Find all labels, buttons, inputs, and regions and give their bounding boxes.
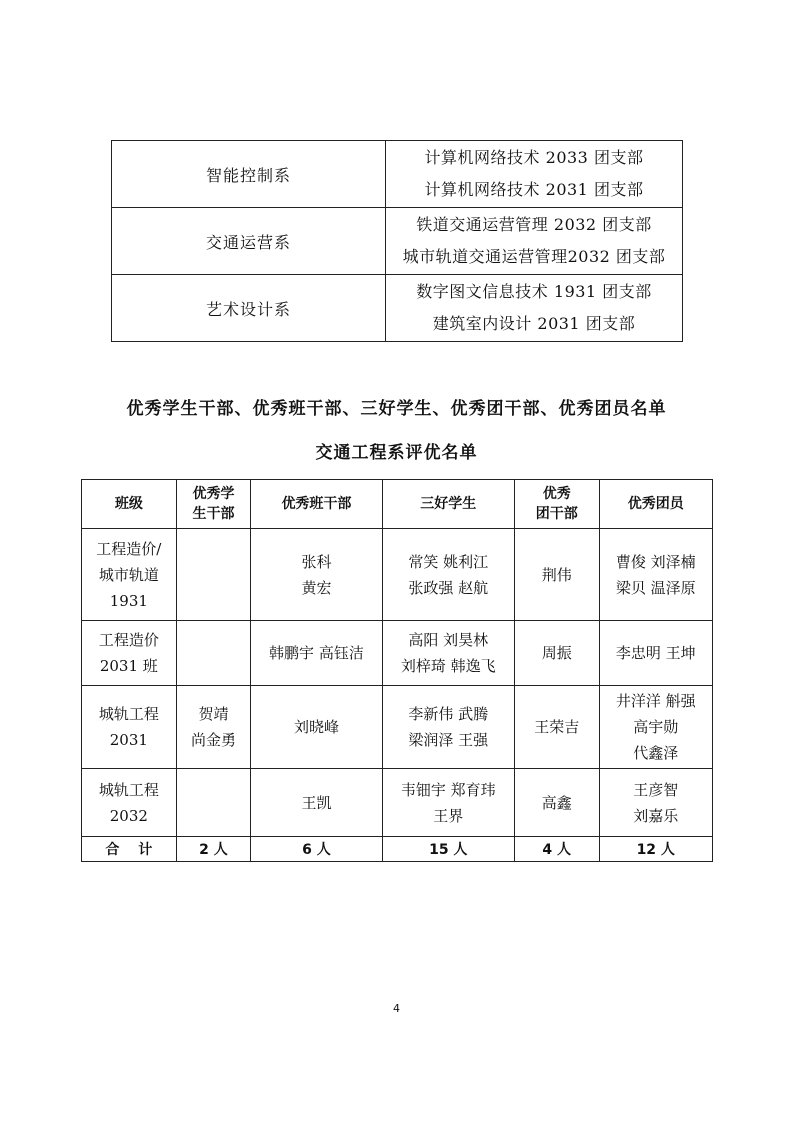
cell-line: 李忠明 王坤 xyxy=(615,644,696,662)
dept-name: 智能控制系 xyxy=(112,141,386,208)
cell-line: 高宇勋 xyxy=(633,718,679,736)
column-header xyxy=(514,480,599,529)
table-row xyxy=(82,769,713,837)
cell-line: 韦钿宇 郑育玮 xyxy=(400,780,496,799)
cell-line: 高阳 刘昊林 xyxy=(408,631,489,649)
league-member-cell xyxy=(599,529,713,621)
cell-line: 曹俊 刘泽楠 xyxy=(615,552,696,571)
cell-line: 优秀团员 xyxy=(627,496,684,512)
cell-line: 张政强 赵航 xyxy=(408,578,489,597)
student-cadre-cell xyxy=(176,769,251,837)
cell-line: 优秀 xyxy=(542,486,571,502)
cell-line: 工程造价/ xyxy=(96,539,162,558)
cell-line: 贺靖 xyxy=(198,705,229,723)
student-cadre-cell xyxy=(176,529,251,621)
league-cadre-cell xyxy=(514,686,599,769)
awards-table-header xyxy=(82,480,713,529)
cell-line: 计算机网络技术 2031 团支部 xyxy=(424,180,644,199)
cell-line: 韩鹏宇 高钰洁 xyxy=(269,644,364,662)
cell-line: 铁道交通运营管理 2032 团支部 xyxy=(416,215,652,234)
awards-table xyxy=(81,479,713,862)
total-cell: 6 人 xyxy=(251,837,382,862)
cell-line: 梁贝 温泽原 xyxy=(615,578,696,597)
total-cell: 2 人 xyxy=(176,837,251,862)
cell-line: 城市轨道交通运营管理2032 团支部 xyxy=(402,247,666,266)
cell-line: 2031 班 xyxy=(99,657,158,675)
branch-list xyxy=(386,208,683,275)
league-cadre-cell xyxy=(514,621,599,686)
league-cadre-cell xyxy=(514,769,599,837)
cell-line: 团干部 xyxy=(535,506,578,522)
cell-line: 优秀班干部 xyxy=(281,496,352,512)
cell-line: 刘嘉乐 xyxy=(633,806,679,825)
cell-line: 王界 xyxy=(433,806,464,825)
column-header xyxy=(176,480,251,529)
cell-line: 城轨工程 xyxy=(98,705,159,723)
class-cell xyxy=(82,769,177,837)
cell-line: 王凯 xyxy=(301,793,332,812)
cell-line: 1931 xyxy=(109,591,148,610)
cell-line: 李新伟 武腾 xyxy=(408,705,489,723)
class-cell xyxy=(82,686,177,769)
league-member-cell xyxy=(599,769,713,837)
cell-line: 尚金勇 xyxy=(190,731,236,749)
cell-line: 城轨工程 xyxy=(98,780,159,799)
cell-line: 刘梓琦 韩逸飞 xyxy=(400,657,496,675)
league-member-cell xyxy=(599,621,713,686)
dept-branch-table xyxy=(111,140,683,342)
column-header xyxy=(251,480,382,529)
cell-line: 代鑫泽 xyxy=(633,744,679,762)
merit-student-cell xyxy=(382,621,514,686)
cell-line: 刘晓峰 xyxy=(293,718,339,736)
cell-line: 荆伟 xyxy=(541,565,572,584)
total-cell: 15 人 xyxy=(382,837,514,862)
cell-line: 张科 xyxy=(301,552,332,571)
total-cell: 合 计 xyxy=(82,837,177,862)
cell-line: 井洋洋 斛强 xyxy=(615,692,696,710)
branch-list xyxy=(386,275,683,342)
class-cell xyxy=(82,529,177,621)
merit-student-cell xyxy=(382,529,514,621)
awards-heading: 优秀学生干部、优秀班干部、三好学生、优秀团干部、优秀团员名单 xyxy=(126,399,667,419)
table-row xyxy=(112,275,683,342)
dept-name: 艺术设计系 xyxy=(112,275,386,342)
column-header xyxy=(82,480,177,529)
cell-line: 高鑫 xyxy=(541,793,572,812)
class-cell xyxy=(82,621,177,686)
cell-line: 2032 xyxy=(109,806,148,825)
table-row xyxy=(82,621,713,686)
table-row xyxy=(112,141,683,208)
column-header xyxy=(599,480,713,529)
cell-line: 王荣吉 xyxy=(534,718,580,736)
cell-line: 班级 xyxy=(114,496,143,512)
table-row xyxy=(112,208,683,275)
student-cadre-cell xyxy=(176,621,251,686)
cell-line: 数字图文信息技术 1931 团支部 xyxy=(416,282,652,301)
class-cadre-cell xyxy=(251,769,382,837)
class-cadre-cell xyxy=(251,529,382,621)
dept-awards-subheading: 交通工程系评优名单 xyxy=(315,443,478,463)
class-cadre-cell xyxy=(251,621,382,686)
league-member-cell xyxy=(599,686,713,769)
cell-line: 王彦智 xyxy=(633,780,679,799)
total-cell: 12 人 xyxy=(599,837,713,862)
totals-row xyxy=(82,837,713,862)
cell-line: 优秀学 xyxy=(192,486,235,502)
total-cell: 4 人 xyxy=(514,837,599,862)
cell-line: 2031 xyxy=(109,731,148,749)
league-cadre-cell xyxy=(514,529,599,621)
cell-line: 工程造价 xyxy=(98,631,159,649)
cell-line: 建筑室内设计 2031 团支部 xyxy=(432,314,636,333)
cell-line: 周振 xyxy=(541,644,572,662)
cell-line: 计算机网络技术 2033 团支部 xyxy=(424,148,644,167)
cell-line: 梁润泽 王强 xyxy=(408,731,489,749)
cell-line: 城市轨道 xyxy=(98,565,159,584)
merit-student-cell xyxy=(382,769,514,837)
class-cadre-cell xyxy=(251,686,382,769)
column-header xyxy=(382,480,514,529)
cell-line: 常笑 姚利江 xyxy=(408,552,489,571)
table-row xyxy=(82,529,713,621)
cell-line: 三好学生 xyxy=(420,496,477,512)
cell-line: 黄宏 xyxy=(301,578,332,597)
page-number: 4 xyxy=(393,1002,400,1015)
student-cadre-cell xyxy=(176,686,251,769)
cell-line: 生干部 xyxy=(192,506,235,522)
table-row xyxy=(82,686,713,769)
merit-student-cell xyxy=(382,686,514,769)
dept-name: 交通运营系 xyxy=(112,208,386,275)
branch-list xyxy=(386,141,683,208)
